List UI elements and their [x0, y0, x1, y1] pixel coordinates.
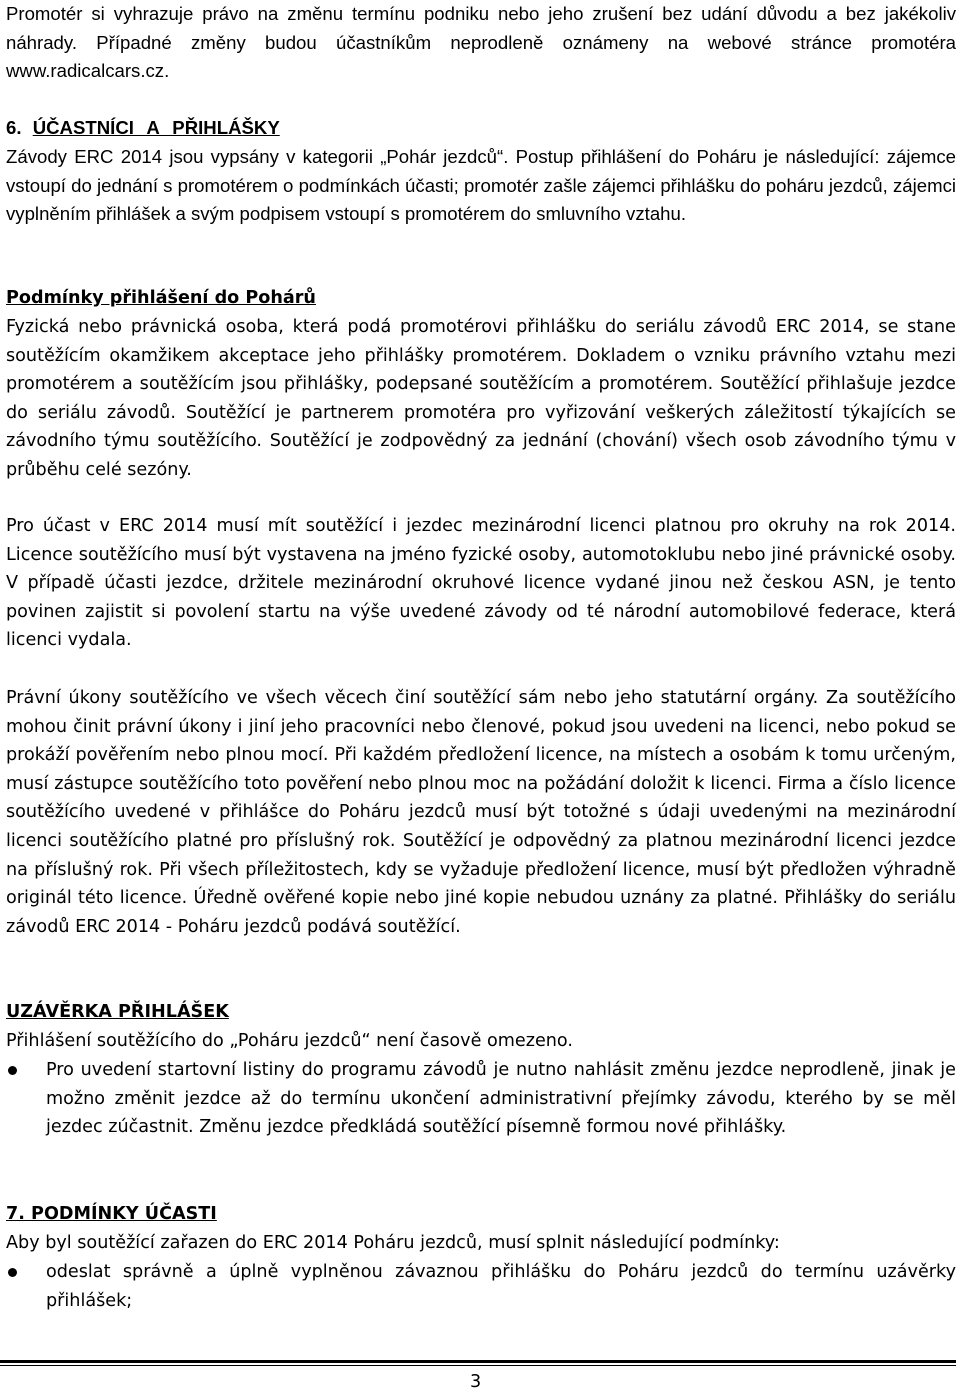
closing-bullet-list — [6, 1056, 956, 1142]
list-item — [6, 1258, 956, 1315]
section-7-intro-block — [6, 1229, 956, 1258]
section-6-title: ÚČASTNÍCI A PŘIHLÁŠKY — [32, 117, 280, 138]
conditions-paragraph-1: Fyzická nebo právnická osoba, která podá promotérovi přihlášku do seriálu závodů ERC 2014, se stane soutěžícím okamžikem akceptace jeho přihlášky promotérem. Dokladem o vzniku právního vztahu mezi promotérem a soutěžícím jsou přihlášky, podepsané soutěžícím a promotérem. Soutěžící přihlašuje jezdce do seriálu závodů. Soutěžící je partnerem promotéra pro vyřizování veškerých záležitostí týkajících se závodního týmu soutěžícího. Soutěžící je zodpovědný za jednání (chování) všech osob závodního týmu v průběhu celé sezóny. — [6, 317, 956, 480]
closing-paragraph-block — [6, 1027, 956, 1056]
bullet-icon — [8, 1268, 17, 1277]
conditions-paragraph-2-block — [6, 512, 956, 655]
conditions-heading: Podmínky přihlášení do Pohárů — [6, 288, 316, 308]
section-7-bullet-text: odeslat správně a úplně vyplněnou závaznou přihlášku do Poháru jezdců do termínu uzávěrky přihlášek; — [46, 1262, 956, 1311]
list-item — [6, 1056, 956, 1142]
conditions-paragraph-3-block — [6, 684, 956, 941]
closing-heading: UZÁVĚRKA PŘIHLÁŠEK — [6, 1002, 229, 1022]
closing-paragraph: Přihlášení soutěžícího do „Poháru jezdců“ není časově omezeno. — [6, 1031, 573, 1051]
page-number: 3 — [470, 1372, 482, 1392]
bullet-icon — [8, 1066, 17, 1075]
intro-paragraph-block — [6, 0, 956, 86]
section-6-intro-paragraph: Závody ERC 2014 jsou vypsány v kategorii „Pohár jezdců“. Postup přihlášení do Poháru je následující: zájemce vstoupí do jednání s promotérem o podmínkách účasti; promotér zašle zájemci přihlášku do poháru jezdců, zájemci vyplněním přihlášek a svým podpisem vstoupí s promotérem do smluvního vztahu. — [6, 146, 956, 225]
conditions-paragraph-1-block — [6, 313, 956, 485]
footer-rule-thick — [0, 1360, 956, 1363]
closing-bullet-text: Pro uvedení startovní listiny do programu závodů je nutno nahlásit změnu jezdce neprodleně, jinak je možno změnit jezdce až do termínu ukončení administrativní přejímky závodu, kterého by se měl jezdec zúčastnit. Změnu jezdce předkládá soutěžící písemně formou nové přihlášky. — [46, 1060, 956, 1138]
intro-paragraph: Promotér si vyhrazuje právo na změnu termínu podniku nebo jeho zrušení bez udání důvodu a bez jakékoliv náhrady. Případné změny budou účastníkům neprodleně oznámeny na webové stránce promotéra www.radicalcars.cz. — [6, 3, 956, 82]
section-7-intro-paragraph: Aby byl soutěžící zařazen do ERC 2014 Poháru jezdců, musí splnit následující podmínky: — [6, 1233, 780, 1253]
section-6-number: 6. — [6, 117, 22, 138]
section-6-heading — [6, 114, 956, 143]
section-7-heading: 7. PODMÍNKY ÚČASTI — [6, 1204, 217, 1224]
conditions-paragraph-3: Právní úkony soutěžícího ve všech věcech činí soutěžící sám nebo jeho statutární orgány. Za soutěžícího mohou činit právní úkony i jiní jeho pracovníci nebo členové, pokud jsou uvedeni na licenci, nebo pokud se prokáží pověřením nebo plnou mocí. Při každém předložení licence, na místech a osobám k tomu určeným, musí zástupce soutěžícího toto pověření nebo plnou moc na požádání doložit k licenci. Firma a číslo licence soutěžícího uvedené v přihlášce do Poháru jezdců musí být totožné s údaji uvedenými na mezinárodní licenci soutěžícího platné pro příslušný rok. Soutěžící je odpovědný za platnou mezinárodní licenci jezdce na příslušný rok. Při všech příležitostech, kdy se vyžaduje předložení licence, musí být předložen výhradně originál této licence. Úředně ověřené kopie nebo jiné kopie nebudou uznány za platné. Přihlášky do seriálu závodů ERC 2014 - Poháru jezdců podává soutěžící. — [6, 688, 956, 937]
section-7-bullet-list — [6, 1258, 956, 1315]
section-6-intro-block — [6, 143, 956, 229]
footer-rule-thin — [0, 1365, 956, 1366]
conditions-paragraph-2: Pro účast v ERC 2014 musí mít soutěžící i jezdec mezinárodní licenci platnou pro okruhy na rok 2014. Licence soutěžícího musí být vystavena na jméno fyzické osoby, automotoklubu nebo jiné právnické osoby. V případě účasti jezdce, držitele mezinárodní okruhové licence vydané jinou než českou ASN, je tento povinen zajistit si povolení startu na výše uvedené závody od té národní automobilové federace, která licenci vydala. — [6, 516, 956, 651]
